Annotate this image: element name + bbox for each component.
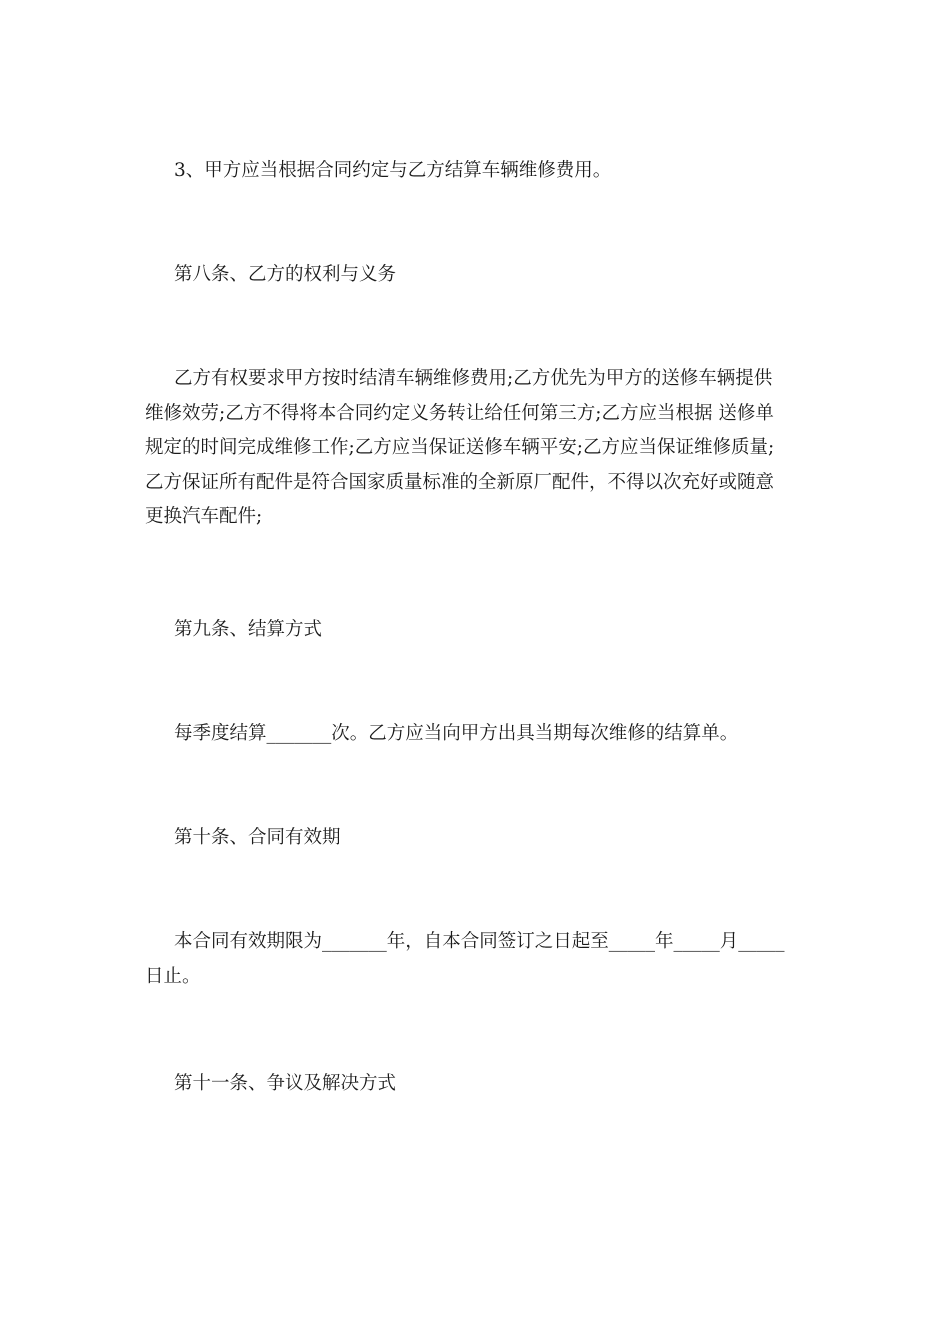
article-8-line-3: 规定的时间完成维修工作;乙方应当保证送修车辆平安;乙方应当保证维修质量; xyxy=(145,437,775,458)
article-9-heading: 第九条、结算方式 xyxy=(174,619,323,640)
article-8-line-1: 乙方有权要求甲方按时结清车辆维修费用;乙方优先为甲方的送修车辆提供 xyxy=(174,368,773,389)
article-11-heading: 第十一条、争议及解决方式 xyxy=(174,1073,397,1094)
article-8-heading: 第八条、乙方的权利与义务 xyxy=(174,264,397,285)
article-10-line-1: 本合同有效期限为_______年，自本合同签订之日起至_____年_____月_____ xyxy=(174,931,785,952)
article-9-body: 每季度结算_______次。乙方应当向甲方出具当期每次维修的结算单。 xyxy=(174,723,739,744)
clause-7-item-3: 3、甲方应当根据合同约定与乙方结算车辆维修费用。 xyxy=(174,160,612,181)
article-8-line-4: 乙方保证所有配件是符合国家质量标准的全新原厂配件，不得以次充好或随意 xyxy=(145,471,775,493)
article-8-line-2: 维修效劳;乙方不得将本合同约定义务转让给任何第三方;乙方应当根据 送修单 xyxy=(145,402,774,424)
article-10-heading: 第十条、合同有效期 xyxy=(174,827,341,848)
article-10-body xyxy=(145,925,810,994)
article-8-line-5: 更换汽车配件; xyxy=(145,506,263,527)
article-8-body xyxy=(145,362,810,535)
article-10-line-2: 日止。 xyxy=(145,965,201,987)
